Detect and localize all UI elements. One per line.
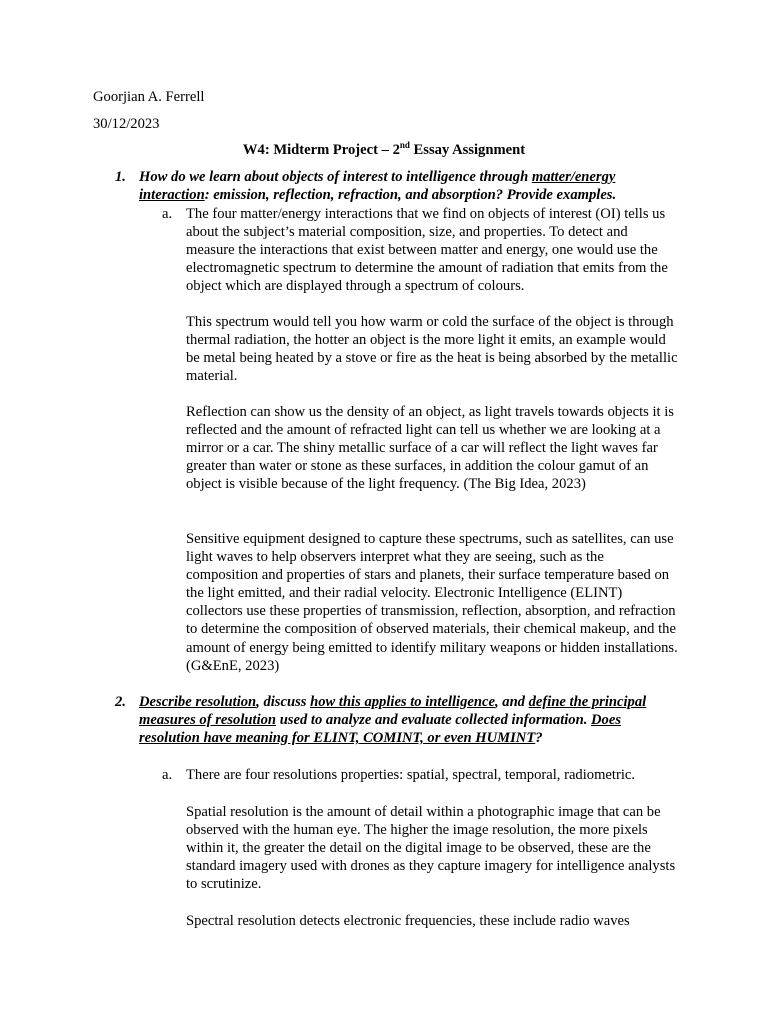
question-1-text-b: : emission, reflection, refraction, and absorption? Provide examples. [204,187,617,203]
answer-1-paragraph-1: The four matter/energy interactions that we find on objects of interest (OI) tells us about the subject’s material composition, size, and properties. To detect and measure the interactions that exist between matter and energy, one would use the electromagnetic spectrum to determine the amount of radiation that emits from the object which are displayed through a spectrum of colours. [186,206,668,295]
question-2-underlined-4: Does resolution have meaning for ELINT, COMINT, or even HUMINT [139,712,622,746]
answer-1-paragraph-2: This spectrum would tell you how warm or cold the surface of the object is through thermal radiation, the hotter an object is the more light it emits, an example would be metal being heated by a stove or fire as the heat is being absorbed by the metallic material. [186,314,678,385]
question-2-text-3: used to analyze and evaluate collected information. [276,712,592,728]
question-1-text [139,168,679,204]
question-2-text-2: , and [494,694,529,710]
answer-1-marker: a. [162,206,173,222]
title-superscript: nd [399,140,410,151]
answer-2-paragraph-1: There are four resolutions properties: spatial, spectral, temporal, radiometric. [186,767,635,783]
question-1-number: 1. [115,169,126,185]
question-2-text [139,693,679,747]
title-main: W4: Midterm Project – 2 [242,142,400,158]
question-2-text-4: ? [535,730,543,746]
answer-1-paragraph-3: Reflection can show us the density of an object, as light travels towards objects it is reflected and the amount of refracted light can tell us whether we are looking at a mirror or a car. The shiny metallic surface of a car will reflect the light waves far greater than water or stone as these surfaces, in addition the colour gamut of an object is visible because of the light frequency. (The Big Idea, 2023) [186,404,674,493]
question-1-text-a: How do we learn about objects of interest to intelligence through [139,169,532,185]
question-1-underlined: matter/energy interaction [139,169,616,203]
page-title [0,141,768,159]
question-2-underlined-2: how this applies to intelligence [310,694,495,710]
answer-2-paragraph-2: Spatial resolution is the amount of detail within a photographic image that can be observed with the human eye. The higher the image resolution, the more pixels within it, the greater the detail on the digital image to be observed, these are the standard imagery used with drones as they capture imagery for intelligence analysts to scrutinize. [186,804,676,893]
question-2-number: 2. [115,694,126,710]
answer-2-paragraph-3: Spectral resolution detects electronic frequencies, these include radio waves [186,913,630,929]
document-date: 30/12/2023 [93,116,160,132]
question-2-underlined-1: Describe resolution [139,694,257,710]
title-rest: Essay Assignment [409,142,526,158]
author-name: Goorjian A. Ferrell [93,89,205,105]
question-2-text-1: , discuss [256,694,311,710]
answer-2-marker: a. [162,767,173,783]
question-2-underlined-3: define the principal measures of resolution [139,694,647,728]
answer-1-paragraph-4: Sensitive equipment designed to capture these spectrums, such as satellites, can use light waves to help observers interpret what they are seeing, such as the composition and properties of stars and planets, their surface temperature based on the light emitted, and their radial velocity. Electronic Intelligence (ELINT) collectors use these properties of transmission, reflection, absorption, and refraction to determine the composition of observed materials, their chemical makeup, and the amount of energy being emitted to identify military weapons or hidden installations. (G&EnE, 2023) [186,531,678,674]
